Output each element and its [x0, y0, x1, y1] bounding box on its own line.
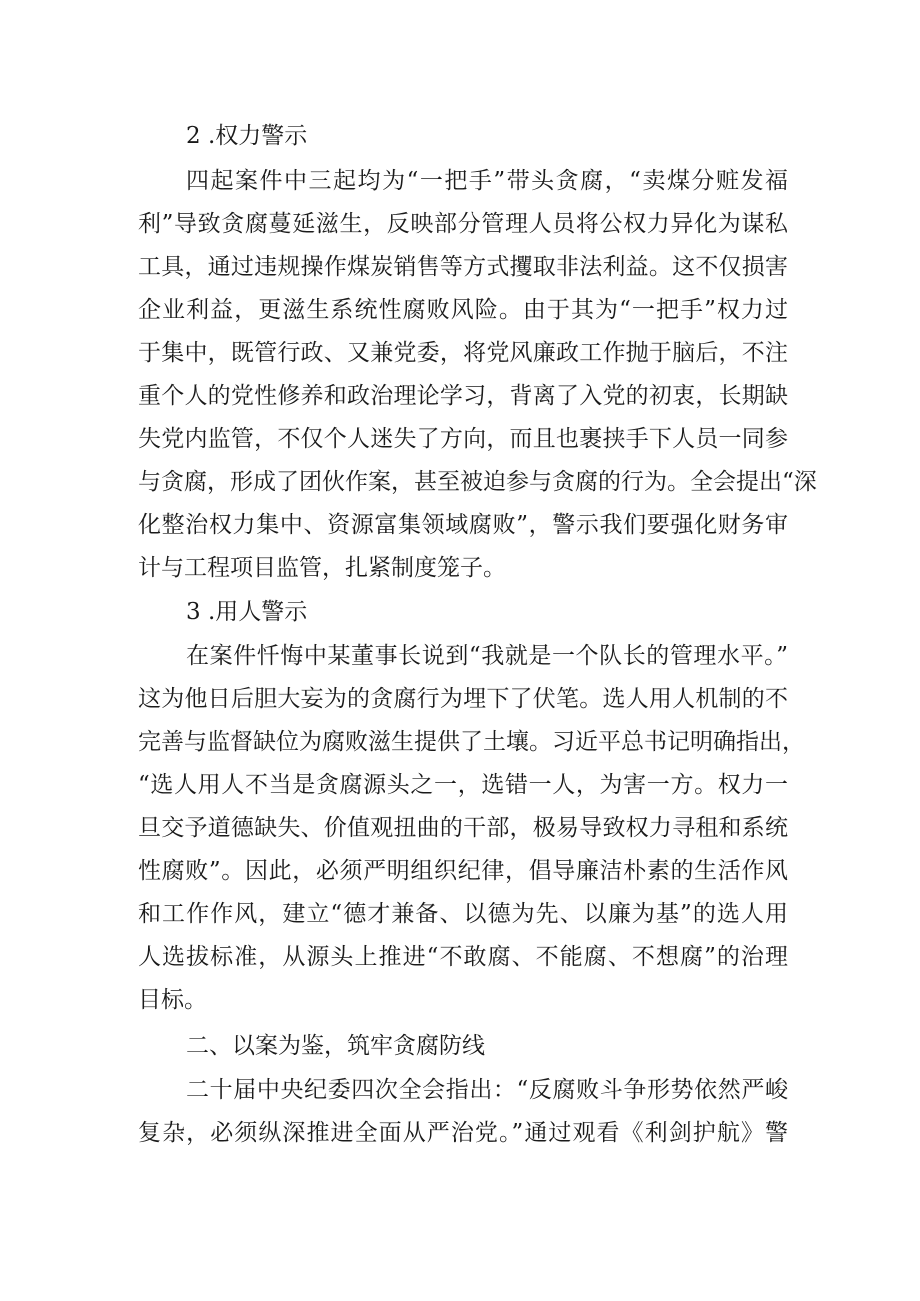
paragraph-line: 完善与监督缺位为腐败滋生提供了土壤。习近平总书记明确指出，: [138, 729, 805, 755]
paragraph-line: 这为他日后胆大妄为的贪腐行为埋下了伏笔。选人用人机制的不: [138, 686, 788, 712]
paragraph-line: 旦交予道德缺失、价值观扭曲的干部，极易导致权力寻租和系统: [138, 815, 788, 841]
paragraph-line: 化整治权力集中、资源富集领域腐败”，警示我们要强化财务审: [138, 512, 788, 538]
paragraph-line: 利”导致贪腐蔓延滋生，反映部分管理人员将公权力异化为谋私: [138, 211, 788, 237]
part-heading: 二、以案为鉴，筑牢贪腐防线: [186, 1033, 485, 1059]
paragraph-line: 与贪腐，形成了团伙作案，甚至被迫参与贪腐的行为。全会提出“深: [138, 469, 817, 495]
subsection-heading-power-warning: 2 .权力警示: [186, 123, 308, 149]
paragraph-line: 工具，通过违规操作煤炭销售等方式攫取非法利益。这不仅损害: [138, 254, 788, 280]
paragraph-line: 复杂，必须纵深推进全面从严治党。”通过观看《利剑护航》警: [138, 1120, 788, 1146]
paragraph-line: 重个人的党性修养和政治理论学习，背离了入党的初衷，长期缺: [138, 383, 788, 409]
paragraph-line: 于集中，既管行政、又兼党委，将党风廉政工作抛于脑后，不注: [138, 340, 788, 366]
paragraph-line: 失党内监管，不仅个人迷失了方向，而且也裹挟手下人员一同参: [138, 426, 788, 452]
paragraph-line: 和工作作风，建立“德才兼备、以德为先、以廉为基”的选人用: [138, 901, 788, 927]
paragraph-line: 在案件忏悔中某董事长说到“我就是一个队长的管理水平。”: [186, 643, 788, 669]
subsection-heading-personnel-warning: 3 .用人警示: [186, 599, 308, 625]
paragraph-line: 计与工程项目监管，扎紧制度笼子。: [138, 555, 506, 581]
paragraph-line: 目标。: [138, 987, 207, 1013]
paragraph-line: 人选拔标准，从源头上推进“不敢腐、不能腐、不想腐”的治理: [138, 944, 788, 970]
paragraph-line: 性腐败”。因此，必须严明组织纪律，倡导廉洁朴素的生活作风: [138, 858, 788, 884]
paragraph-line: 二十届中央纪委四次全会指出：“反腐败斗争形势依然严峻: [186, 1077, 788, 1103]
paragraph-line: “选人用人不当是贪腐源头之一，选错一人，为害一方。权力一: [138, 772, 788, 798]
paragraph-line: 企业利益，更滋生系统性腐败风险。由于其为“一把手”权力过: [138, 297, 788, 323]
paragraph-line: 四起案件中三起均为“一把手”带头贪腐，“卖煤分赃发福: [186, 168, 788, 194]
